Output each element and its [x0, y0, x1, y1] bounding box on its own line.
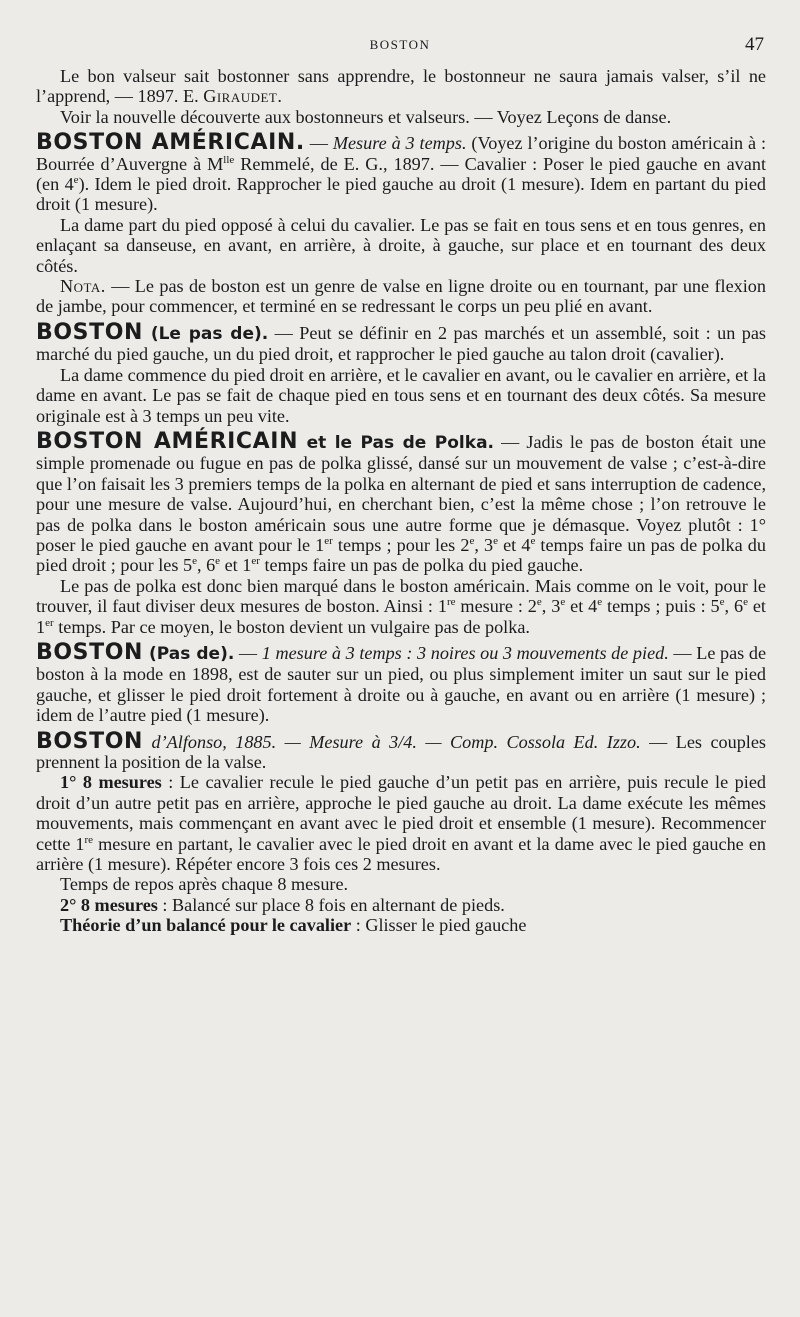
paragraph: 2° 8 mesures : Balancé sur place 8 fois en alternant de pieds.	[60, 894, 505, 915]
step-number: 2° 8 mesures	[60, 894, 158, 915]
paragraph: Temps de repos après chaque 8 mesure.	[60, 874, 349, 895]
entry-boston-americain-polka: BOSTON AMÉRICAIN et le Pas de Polka. — Jadis le pas de boston était une simple promenade ou fugue en pas de polka glissé, dansé sur un mouvement de valse ; c’est-à-dire que l’on faisait les 3 premiers temps de la polka en alternant de pied et sans interruption de cadence, pour une mesure de valse. Aujourd’hui, en cherchant bien, c’est la même chose ; l’on retrouve le pas de polka dans le boston américain sous une autre forme que je démasque. Voyez plutôt : 1° poser le pied gauche en avant pour le 1er temps ; pour les 2e, 3e et 4e temps faire un pas de polka du pied droit ; pour les 5e, 6e et 1er temps faire un pas de polka du pied gauche.	[36, 428, 766, 576]
paragraph: La dame commence du pied droit en arrière, et le cavalier en avant, ou le cavalier en arrière, et la dame en avant. Le pas se fait de chaque pied en tous sens et en tournant des deux côtés. Sa mesure originale est à 3 temps un peu vite.	[36, 364, 766, 426]
page-number: 47	[745, 34, 764, 55]
paragraph: Théorie d’un balancé pour le cavalier : Glisser le pied gauche	[60, 915, 527, 936]
running-title: BOSTON	[369, 37, 431, 52]
meter: 1 mesure à 3 temps : 3 noires ou 3 mouvements de pied.	[261, 642, 669, 663]
entry-boston-le-pas-de: BOSTON (Le pas de). — Peut se définir en 2 pas marchés et un assemblé, soit : un pas marché du pied gauche, un du pied droit, et rapprocher le pied gauche au talon droit (cavalier).	[36, 319, 766, 365]
entry-heading: BOSTON	[36, 639, 144, 665]
entry-details: d’Alfonso, 1885. — Mesure à 3/4. — Comp. Cossola Ed. Izzo.	[151, 731, 641, 752]
theory-heading: Théorie d’un balancé pour le cavalier	[60, 915, 352, 936]
nota-label: Nota.	[60, 276, 106, 297]
entry-boston-pas-de: BOSTON (Pas de). — 1 mesure à 3 temps : 3 noires ou 3 mouvements de pied. — Le pas de boston à la mode en 1898, est de sauter sur un pied, ou plus simplement imiter un saut sur le pied gauche, et glisser le pied droit fortement à droite ou à gauche, en avant ou en arrière (1 mesure) ; idem de l’autre pied (1 mesure).	[36, 639, 767, 726]
paragraph: Voir la nouvelle découverte aux bostonneurs et valseurs. — Voyez Leçons de danse.	[60, 106, 672, 127]
entry-boston-americain: BOSTON AMÉRICAIN. — Mesure à 3 temps. (Voyez l’origine du boston américain à : Bourrée d’Auvergne à $M^{lle}$ Remmelé, de E. G., 1897. — Cavalier : Poser le pied gauche en avant (en 4e). Idem le pied droit. Rapprocher le pied gauche au droit (1 mesure). Idem en partant du pied droit (1 mesure).	[36, 130, 766, 215]
running-head	[0, 34, 800, 54]
paragraph: La dame part du pied opposé à celui du cavalier. Le pas se fait en tous sens et en tous genres, en enlaçant sa danseuse, en avant, en arrière, à droite, à gauche, sur place et en tournant des deux côtés.	[36, 214, 766, 276]
entry-subheading: et le Pas de Polka.	[298, 432, 494, 453]
entry-heading: BOSTON	[36, 728, 144, 754]
meter: Mesure à 3 temps.	[332, 133, 467, 154]
author-name: Giraudet	[203, 86, 278, 107]
paragraph: Le bon valseur sait bostonner sans apprendre, le bostonneur ne saura jamais valser, s’il ne l’apprend, — 1897. E. Giraudet.	[36, 66, 766, 107]
entry-subheading: (Pas de).	[143, 643, 235, 664]
paragraph: 1° 8 mesures : Le cavalier recule le pied gauche d’un petit pas en arrière, puis recule le pied droit d’un autre petit pas en arrière, approche le pied gauche au droit. La dame exécute les mêmes mouvements, mais commençant en avant avec le pied droit et ensemble (1 mesure). Recommencer cette 1re mesure en partant, le cavalier avec le pied droit en avant et la dame avec le pied gauche en arrière (1 mesure). Répéter encore 3 fois ces 2 mesures.	[36, 772, 766, 875]
entry-boston-alfonso: BOSTON d’Alfonso, 1885. — Mesure à 3/4. — Comp. Cossola Ed. Izzo. — Les couples prennent la position de la valse.	[36, 728, 767, 772]
entry-heading: BOSTON AMÉRICAIN.	[36, 130, 305, 156]
step-number: 1° 8 mesures	[60, 772, 162, 793]
entry-heading: BOSTON AMÉRICAIN	[36, 428, 299, 454]
nota-paragraph: Nota. — Le pas de boston est un genre de valse en ligne droite ou en tournant, par une flexion de jambe, pour commencer, et terminé en se redressant le corps un peu plié en avant.	[36, 276, 766, 317]
entry-heading: BOSTON	[36, 319, 144, 345]
entry-subheading: (Le pas de).	[143, 323, 269, 344]
paragraph: Le pas de polka est donc bien marqué dans le boston américain. Mais comme on le voit, pour le trouver, il faut diviser deux mesures de boston. Ainsi : 1re mesure : 2e, 3e et 4e temps ; puis : 5e, 6e et 1er temps. Par ce moyen, le boston devient un vulgaire pas de polka.	[36, 575, 766, 637]
page-body	[36, 66, 766, 936]
